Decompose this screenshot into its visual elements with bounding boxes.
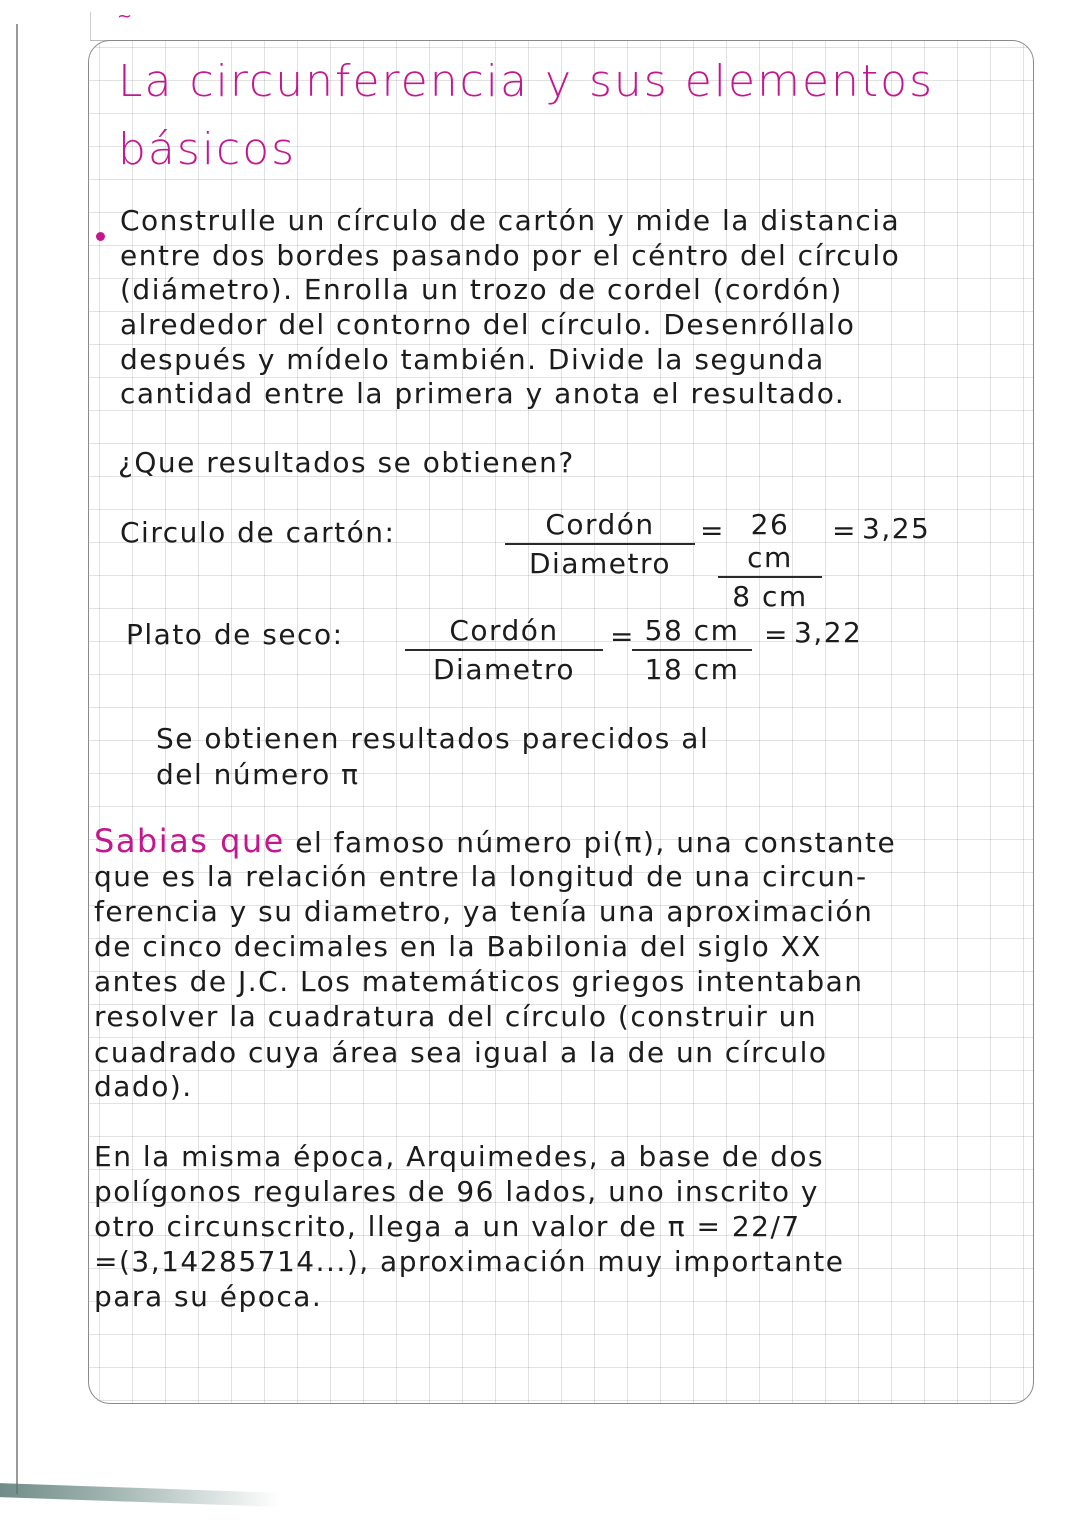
calc-2-denominator-value: 18 cm bbox=[644, 653, 740, 686]
calc-2-fraction-labels bbox=[405, 614, 603, 686]
bottom-shadow bbox=[0, 1483, 280, 1507]
calc-1-result: 3,25 bbox=[862, 512, 931, 545]
fact-line-1 bbox=[94, 822, 896, 860]
calc-1-numerator-value: 26 cm bbox=[718, 508, 822, 578]
calc-1-denominator-label: Diametro bbox=[528, 547, 671, 580]
fact-line: dado). bbox=[94, 1070, 193, 1103]
fact-line: que es la relación entre la longitud de una circun- bbox=[94, 860, 868, 893]
conclusion-line-1: Se obtienen resultados parecidos al bbox=[156, 722, 710, 755]
archimedes-line: otro circunscrito, llega a un valor de π = 22/7 bbox=[94, 1210, 801, 1243]
fact-line: ferencia y su diametro, ya tenía una aproximación bbox=[94, 895, 874, 928]
fact-lead: Sabias que bbox=[94, 822, 285, 860]
calc-2-numerator-label: Cordón bbox=[405, 614, 603, 651]
activity-line: alrededor del contorno del círculo. Desenróllalo bbox=[120, 308, 856, 341]
calc-1-numerator-label: Cordón bbox=[505, 508, 695, 545]
calc-1-equals-2: = bbox=[832, 514, 857, 547]
activity-line: entre dos bordes pasando por el céntro del círculo bbox=[120, 239, 901, 272]
calc-2-label: Plato de seco: bbox=[126, 618, 344, 651]
scrap-ink: ~ bbox=[117, 6, 133, 27]
fact-line: resolver la cuadratura del círculo (construir un bbox=[94, 1000, 818, 1033]
activity-line: (diámetro). Enrolla un trozo de cordel (cordón) bbox=[120, 273, 843, 306]
calc-1-fraction-values bbox=[718, 508, 822, 613]
archimedes-line: para su época. bbox=[94, 1280, 323, 1313]
calc-1-label: Circulo de cartón: bbox=[120, 516, 396, 549]
fact-line: cuadrado cuya área sea igual a la de un círculo bbox=[94, 1036, 828, 1069]
question: ¿Que resultados se obtienen? bbox=[118, 446, 575, 479]
calc-2-fraction-values bbox=[632, 614, 752, 686]
conclusion-line-2: del número π bbox=[156, 758, 360, 791]
archimedes-line: En la misma época, Arquimedes, a base de dos bbox=[94, 1140, 825, 1173]
calc-1-equals: = bbox=[700, 514, 725, 547]
fact-line-1-rest: el famoso número pi(π), una constante bbox=[295, 826, 897, 859]
previous-page-scrap bbox=[90, 6, 211, 41]
calc-2-result: 3,22 bbox=[794, 616, 863, 649]
activity-line: Construlle un círculo de cartón y mide la distancia bbox=[120, 204, 901, 237]
page-title-line-2: básicos bbox=[118, 124, 297, 175]
calc-1-fraction-labels bbox=[505, 508, 695, 580]
fact-line: de cinco decimales en la Babilonia del siglo XX bbox=[94, 930, 822, 963]
activity-line: después y mídelo también. Divide la segunda bbox=[120, 343, 825, 376]
calc-2-equals: = bbox=[610, 620, 635, 653]
fact-line: antes de J.C. Los matemáticos griegos intentaban bbox=[94, 965, 864, 998]
calc-2-equals-2: = bbox=[764, 618, 789, 651]
archimedes-line: polígonos regulares de 96 lados, uno inscrito y bbox=[94, 1175, 819, 1208]
bullet-icon bbox=[96, 232, 105, 241]
calc-1-denominator-value: 8 cm bbox=[732, 580, 808, 613]
notebook-left-edge bbox=[16, 24, 18, 1494]
calc-2-denominator-label: Diametro bbox=[432, 653, 575, 686]
calc-2-numerator-value: 58 cm bbox=[632, 614, 752, 651]
archimedes-line: =(3,14285714...), aproximación muy importante bbox=[94, 1245, 845, 1278]
page-title-line-1: La circunferencia y sus elementos bbox=[118, 56, 934, 107]
activity-line: cantidad entre la primera y anota el resultado. bbox=[120, 377, 846, 410]
